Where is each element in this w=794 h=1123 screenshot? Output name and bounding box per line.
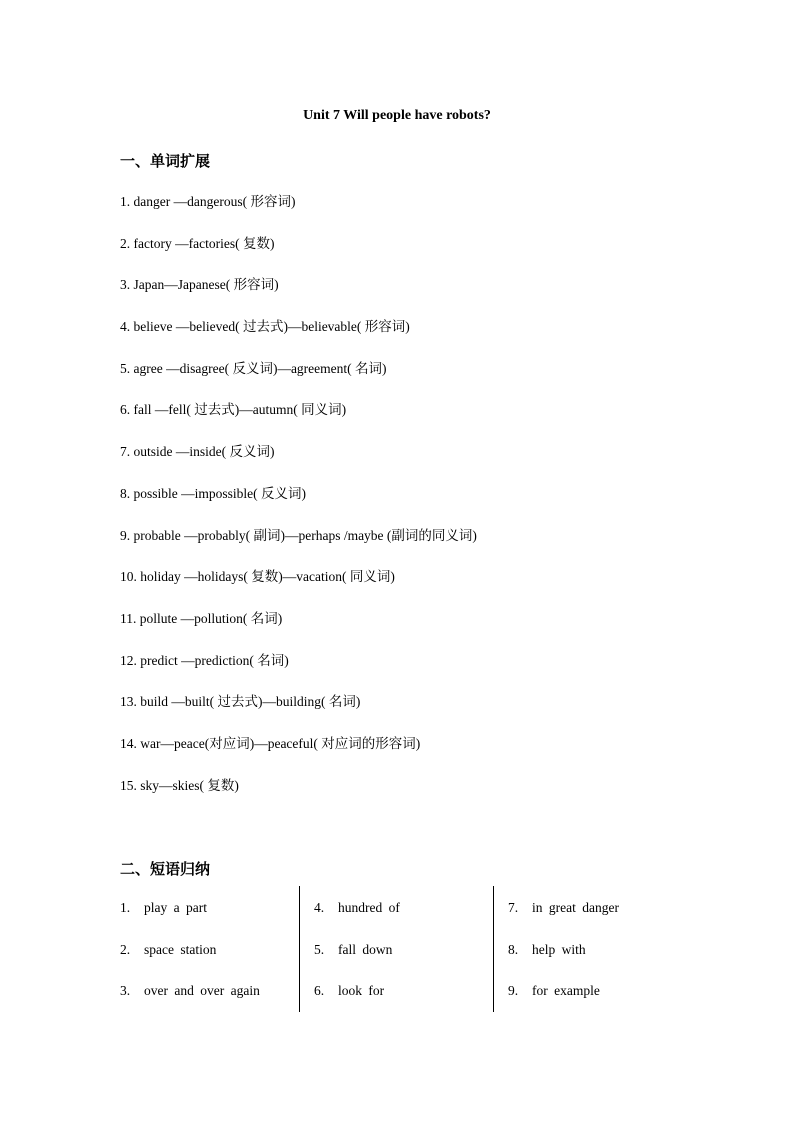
section-heading-vocabulary: 一、单词扩展	[120, 152, 211, 170]
document-title: Unit 7 Will people have robots?	[303, 108, 491, 123]
phrase-number: 8.	[508, 942, 519, 957]
phrase-text: play a part	[144, 900, 207, 915]
phrase-number: 5.	[314, 942, 325, 957]
phrase-text: space station	[144, 942, 217, 957]
phrase-item	[508, 900, 619, 916]
section-heading-phrases: 二、短语归纳	[120, 860, 211, 878]
phrase-number: 7.	[508, 900, 519, 915]
phrase-item	[120, 942, 216, 958]
phrase-number: 3.	[120, 983, 131, 998]
phrase-column-3	[508, 886, 688, 1012]
vocabulary-item: 15. sky—skies( 复数)	[120, 777, 239, 793]
phrase-number: 2.	[120, 942, 131, 957]
phrase-number: 1.	[120, 900, 131, 915]
vocabulary-item: 6. fall —fell( 过去式)—autumn( 同义词)	[120, 402, 347, 418]
phrase-number: 4.	[314, 900, 325, 915]
phrase-text: help with	[532, 942, 586, 957]
phrase-number: 6.	[314, 983, 325, 998]
vocabulary-item: 3. Japan—Japanese( 形容词)	[120, 277, 279, 293]
phrase-item	[508, 942, 586, 958]
vocabulary-item: 2. factory —factories( 复数)	[120, 235, 275, 251]
vocabulary-item: 8. possible —impossible( 反义词)	[120, 485, 306, 501]
vocabulary-item: 12. predict —prediction( 名词)	[120, 652, 289, 668]
phrase-item	[120, 983, 260, 999]
phrase-column-2	[314, 886, 494, 1012]
vocabulary-item: 5. agree —disagree( 反义词)—agreement( 名词)	[120, 360, 387, 376]
phrase-table	[120, 886, 680, 1012]
vocabulary-item: 4. believe —believed( 过去式)—believable( 形容词)	[120, 319, 410, 335]
vocabulary-item: 14. war—peace(对应词)—peaceful( 对应词的形容词)	[120, 735, 421, 751]
phrase-item	[314, 983, 384, 999]
phrase-column-1	[120, 886, 300, 1012]
vocabulary-item: 9. probable —probably( 副词)—perhaps /maybe (副词的同义词)	[120, 527, 477, 543]
phrase-item	[120, 900, 207, 916]
phrase-item	[314, 900, 400, 916]
vocabulary-item: 11. pollute —pollution( 名词)	[120, 610, 283, 626]
phrase-text: over and over again	[144, 983, 260, 998]
phrase-text: for example	[532, 983, 600, 998]
phrase-number: 9.	[508, 983, 519, 998]
phrase-text: look for	[338, 983, 385, 998]
phrase-text: hundred of	[338, 900, 400, 915]
phrase-text: fall down	[338, 942, 393, 957]
vocabulary-list	[120, 192, 477, 817]
vocabulary-item: 10. holiday —holidays( 复数)—vacation( 同义词)	[120, 569, 395, 585]
vocabulary-item: 13. build —built( 过去式)—building( 名词)	[120, 694, 361, 710]
phrase-text: in great danger	[532, 900, 619, 915]
phrase-item	[508, 983, 600, 999]
vocabulary-item: 7. outside —inside( 反义词)	[120, 444, 275, 460]
phrase-item	[314, 942, 392, 958]
vocabulary-item: 1. danger —dangerous( 形容词)	[120, 194, 296, 209]
